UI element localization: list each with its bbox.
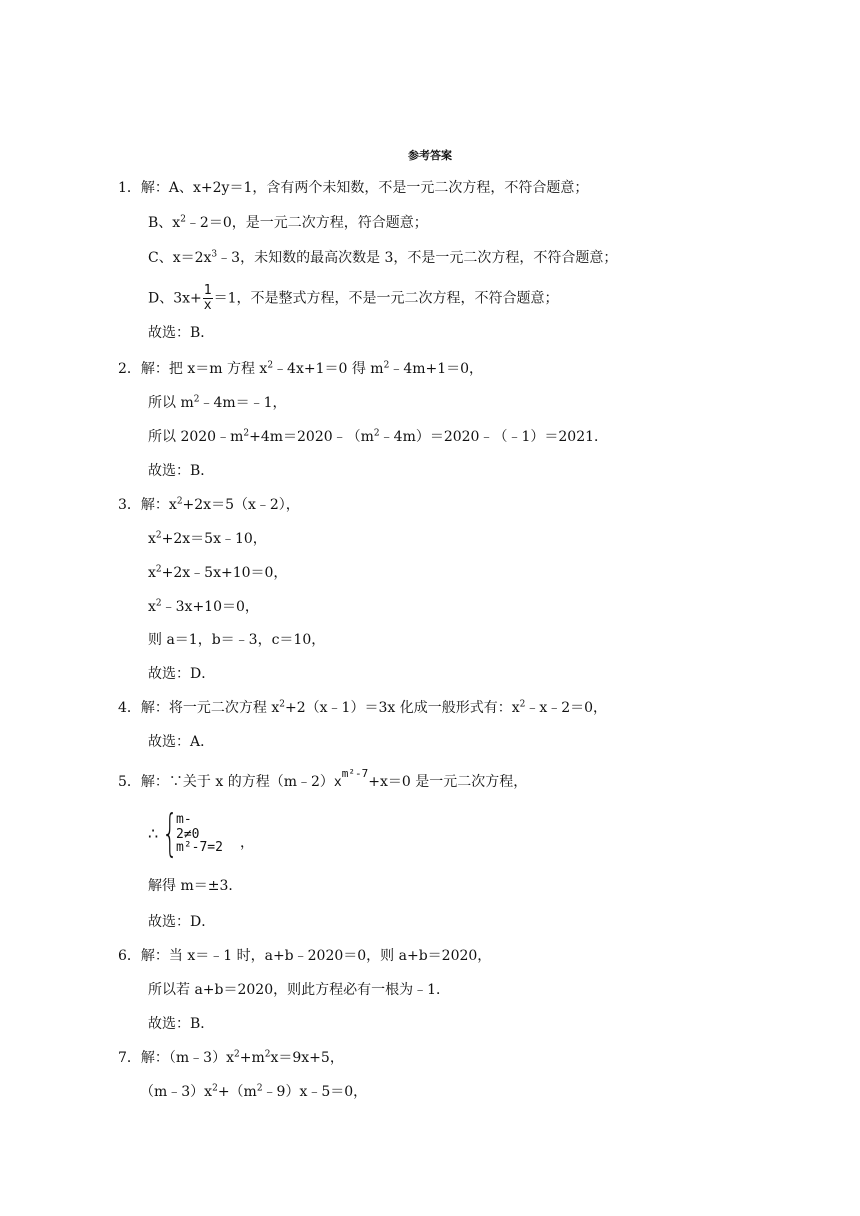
therefore-symbol: ∴ [148,824,159,843]
system-row-2: m²-7=2 [176,840,223,855]
q3-line1: 3．解：$x^2+2x=5(x﹣2)$， [118,496,300,513]
q6-line2: 所以若 a+b＝2020，则此方程必有一根为﹣1． [148,982,451,998]
fraction-one-over-x: $\frac{1}{x}$ [203,283,212,313]
q3-line3: $x^2+2x﹣5x+10=0$， [148,564,288,581]
system-comma: ， [240,835,254,851]
q1-line1: 1．解：A、x+2y＝1，含有两个未知数，不是一元二次方程，不符合题意； [118,180,589,196]
q7-line1: 7．解：$(m﹣3)x^2+m^2x=9x+5$， [118,1049,344,1066]
q5-line3: 解得 m＝±3． [148,878,243,894]
system-row-1: m-2≠0 [176,812,200,842]
q2-line2: 所以 $m^2﹣4m=﹣1$， [148,394,287,411]
q6-answer: 故选：B． [148,1016,215,1032]
q7-line2: $(m﹣3)x^2+(m^2﹣9)x﹣5=0$， [140,1083,368,1100]
q2-line3: 所以 $2020﹣m^2+4m=2020﹣(m^2﹣4m)=2020﹣(﹣1)=2021$． [148,428,609,445]
q5-answer: 故选：D． [148,914,216,930]
q4-answer: 故选：A． [148,734,215,750]
q2-answer: 故选：B． [148,463,215,479]
q1-line3: C、$x=2x^3﹣3$，未知数的最高次数是 3，不是一元二次方程，不符合题意； [148,249,618,266]
q4-line1: 4．解：将一元二次方程 $x^2+2(x﹣1)=3x$ 化成一般形式有：$x^2﹣x﹣2=0$， [118,699,608,716]
q1-line4: D、3x+ $\frac{1}{x}$ ＝1，不是整式方程，不是一元二次方程，不符合题意； [148,283,559,313]
q6-line1: 6．解：当 x＝﹣1 时，a+b﹣2020＝0，则 a+b＝2020， [118,948,492,964]
q3-answer: 故选：D． [148,666,216,682]
q3-line4: $x^2﹣3x+10=0$， [148,598,259,615]
q5-line1: 5．解：∵关于 x 的方程$(m﹣2)x^{m^2-7}+x=0$ 是一元二次方程， [118,767,528,790]
left-brace-icon: { [162,804,178,862]
q2-line1: 2．解：把 x＝m 方程 $x^2﹣4x+1=0$ 得 $m^2﹣4m+1=0$， [118,360,484,377]
q1-answer: 故选：B． [148,325,215,341]
q1-line2: B、$x^2﹣2=0$，是一元二次方程，符合题意； [148,214,428,231]
page-title: 参考答案 [408,149,452,162]
q3-line5: 则 a＝1，b＝﹣3，c＝10， [148,632,326,648]
q3-line2: $x^2+2x=5x﹣10$， [148,530,267,547]
